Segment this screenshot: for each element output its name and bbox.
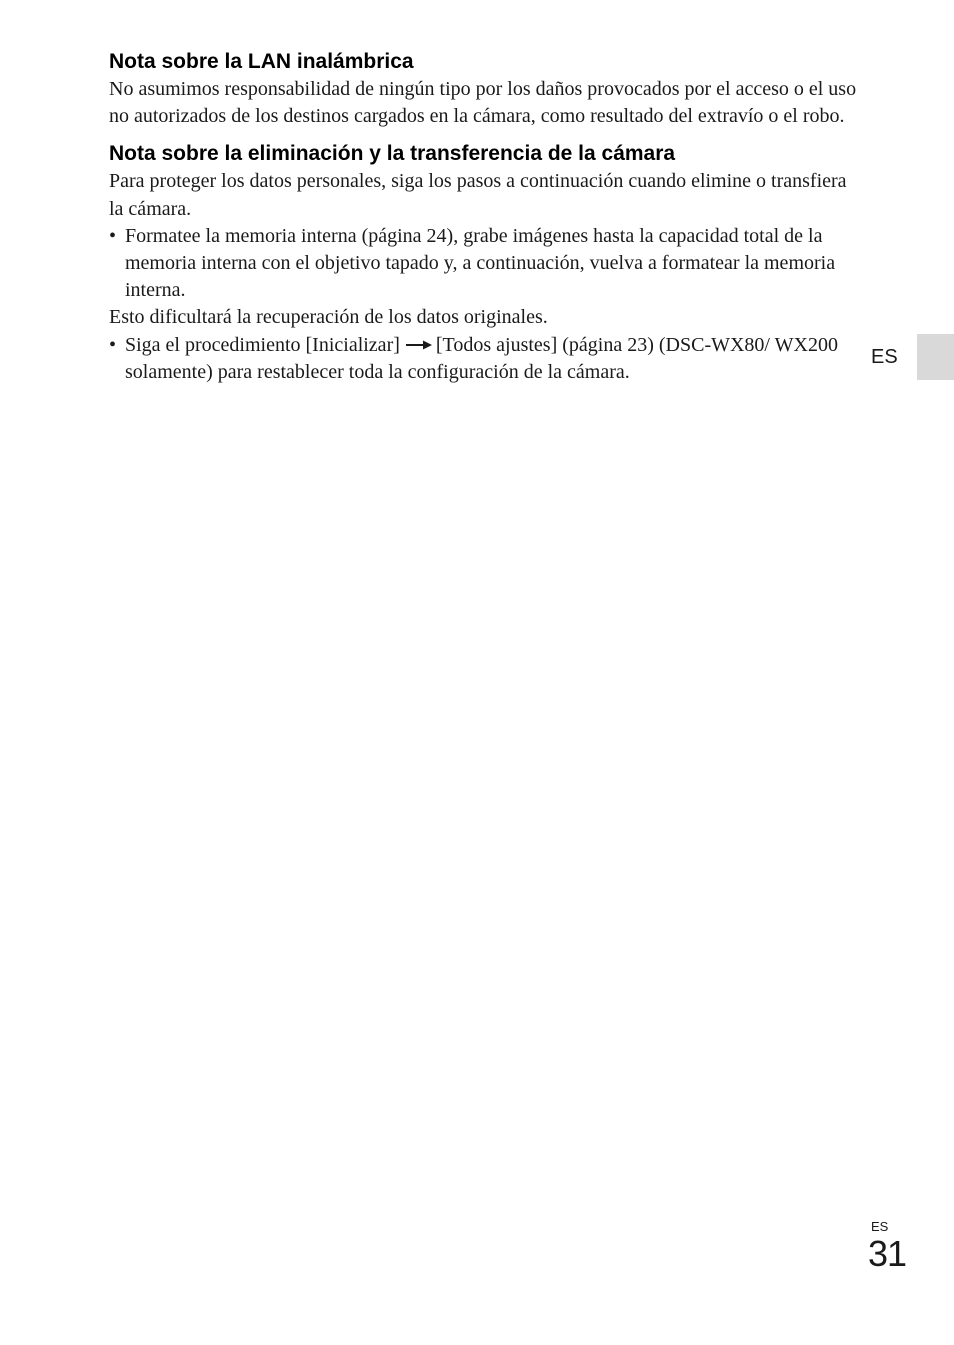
bullet-initialize — [109, 332, 861, 386]
bullet-text-before-arrow: Siga el procedimiento [Inicializar] — [125, 333, 400, 356]
bullet-symbol: • — [109, 224, 117, 247]
bullet-text-after-arrow: [Todos ajustes] (página 23) (DSC-WX80/ WX200 solamente) para restablecer toda la configuración de la cámara. — [125, 333, 838, 383]
paragraph-recovery-note: Esto dificultará la recuperación de los datos originales. — [109, 306, 548, 329]
paragraph-disposal-intro: Para proteger los datos personales, siga los pasos a continuación cuando elimine o transfiera la cámara. — [109, 170, 847, 220]
paragraph-wireless-lan: No asumimos responsabilidad de ningún tipo por los daños provocados por el acceso o el uso no autorizados de los destinos cargados en la cámara, como resultado del extravío o el robo. — [109, 78, 857, 128]
bullet-format-memory — [109, 223, 861, 305]
right-arrow-icon — [406, 340, 432, 350]
page-number: 31 — [868, 1233, 907, 1274]
footer-language-label: ES — [871, 1219, 889, 1234]
side-tab-label: ES — [871, 346, 898, 368]
heading-disposal-transfer: Nota sobre la eliminación y la transferencia de la cámara — [109, 142, 676, 166]
side-tab — [917, 334, 954, 380]
page-content — [109, 48, 861, 386]
heading-wireless-lan: Nota sobre la LAN inalámbrica — [109, 50, 414, 73]
bullet-symbol: • — [109, 333, 117, 356]
bullet-text: Formatee la memoria interna (página 24), grabe imágenes hasta la capacidad total de la memoria interna con el objetivo tapado y, a continuación, vuelva a formatear la memoria interna. — [125, 224, 836, 302]
